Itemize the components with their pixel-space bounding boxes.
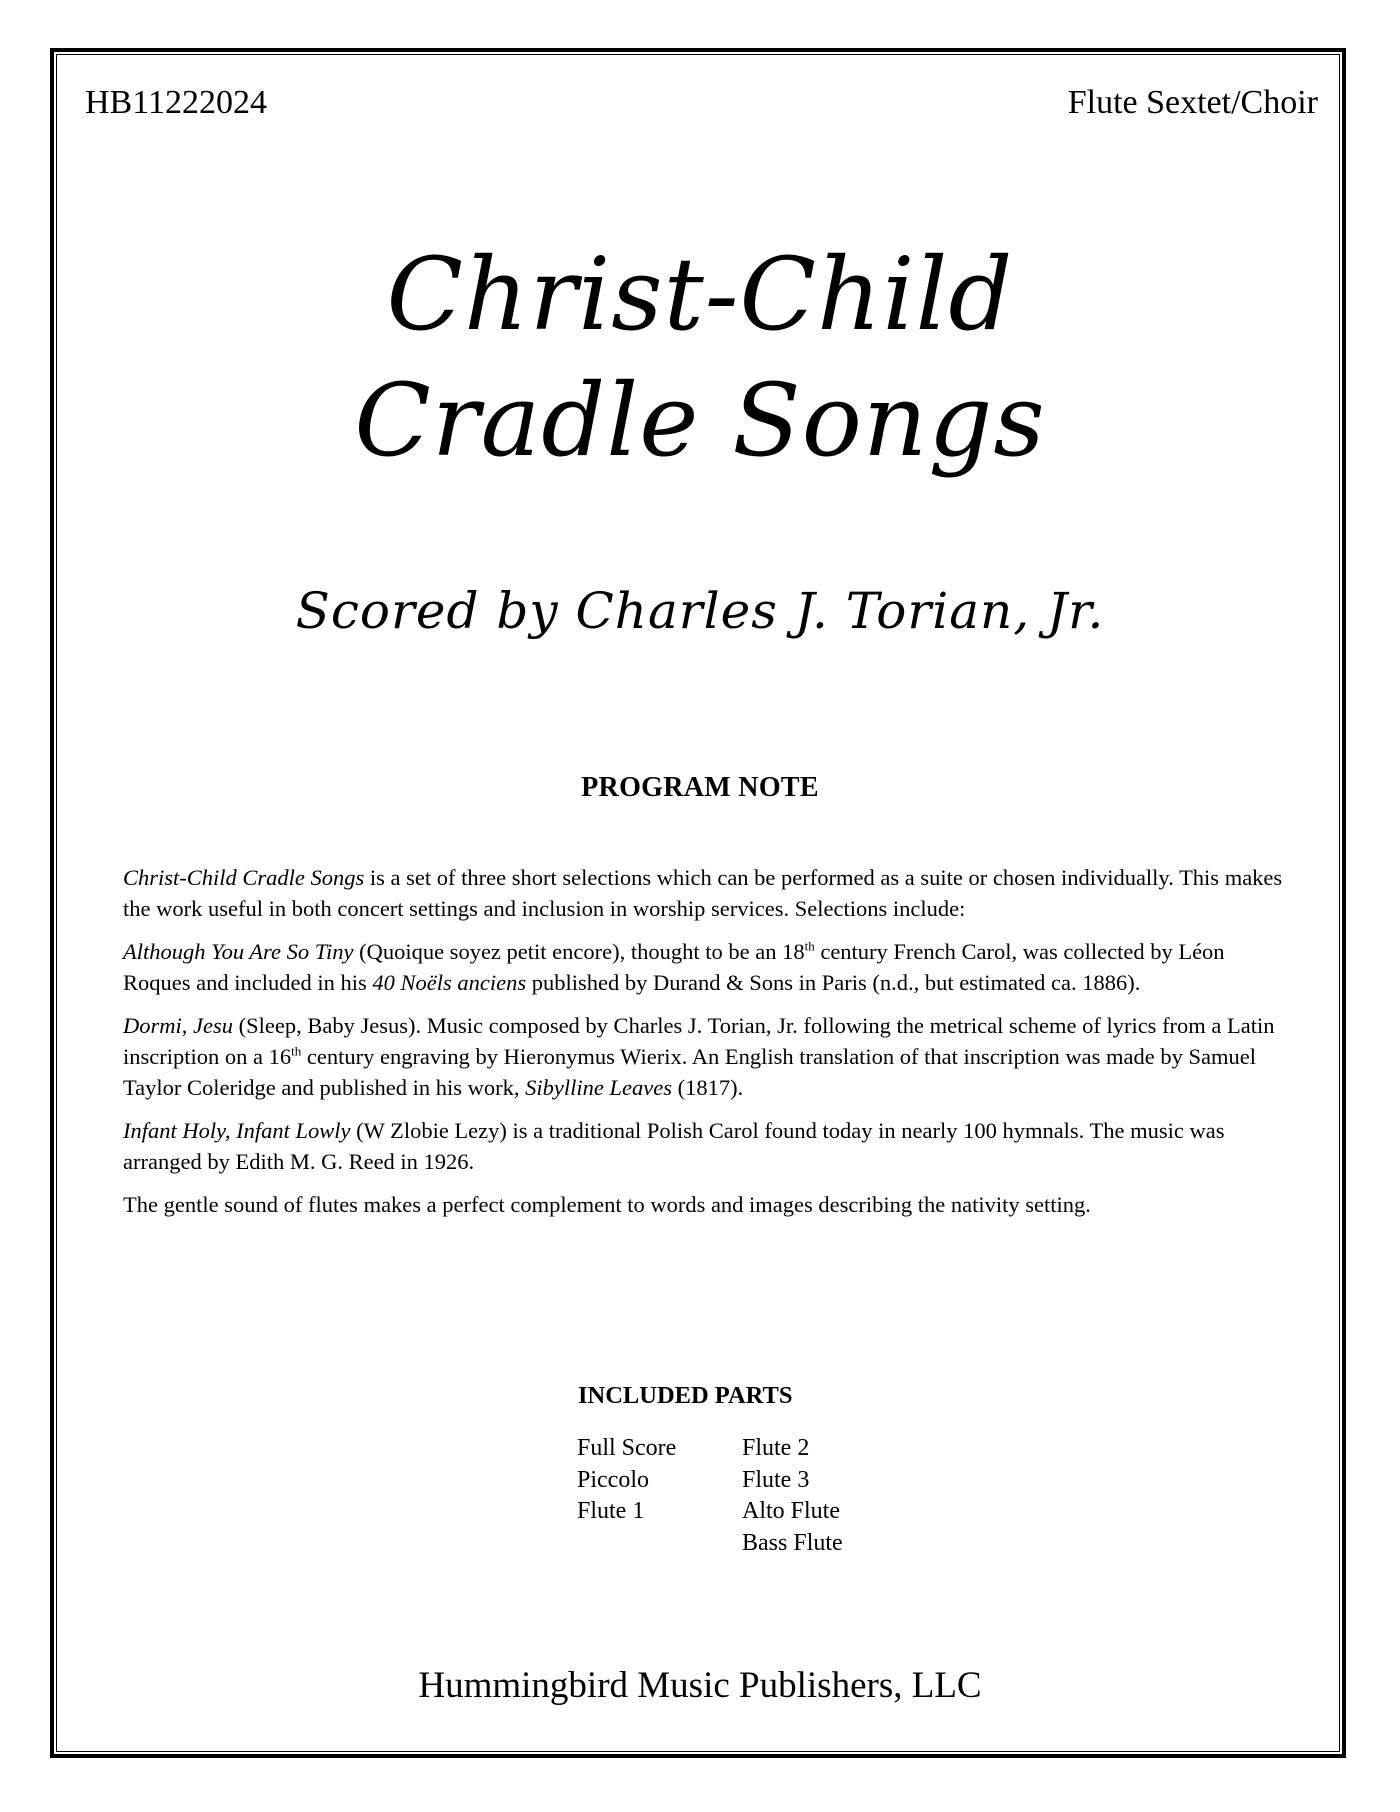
paragraph-text: (1817). [671, 1075, 744, 1100]
included-parts-heading: INCLUDED PARTS [578, 1382, 793, 1409]
catalog-code: HB11222024 [85, 84, 267, 121]
title-line-1: Christ-Child [386, 236, 1014, 353]
ordinal-suffix: th [804, 938, 815, 954]
collection-title: 40 Noëls anciens [372, 970, 527, 995]
part-item: Flute 3 [742, 1466, 810, 1493]
work-title: Dormi, Jesu [123, 1013, 233, 1038]
arranger-byline: Scored by Charles J. Torian, Jr. [295, 582, 1105, 640]
work-title: Christ-Child Cradle Songs [123, 865, 365, 890]
paragraph-text: century engraving by Hieronymus Wierix. An English translation of that inscription was made by Samuel Taylor Coleridge and published in his work, [123, 1044, 1256, 1100]
program-note-body [123, 862, 1283, 1232]
note-paragraph-4 [123, 1115, 1283, 1177]
paragraph-text: is a set of three short selections which can be performed as a suite or chosen individually. This makes the work useful in both concert settings and inclusion in worship services. Selections include: [123, 865, 1283, 921]
part-item: Flute 1 [577, 1498, 645, 1524]
paragraph-text: century French Carol, was collected by Léon Roques and included in his [123, 939, 1225, 995]
note-paragraph-5: The gentle sound of flutes makes a perfect complement to words and images describing the nativity setting. [123, 1192, 1091, 1217]
note-paragraph-3 [123, 1010, 1283, 1103]
paragraph-text: published by Durand & Sons in Paris (n.d., but estimated ca. 1886). [526, 970, 1141, 995]
part-item: Full Score [577, 1435, 677, 1461]
parts-column-right [742, 1433, 843, 1559]
part-item: Piccolo [577, 1466, 649, 1493]
ordinal-suffix: th [291, 1043, 302, 1059]
publisher-name: Hummingbird Music Publishers, LLC [418, 1665, 982, 1706]
part-item: Bass Flute [742, 1529, 843, 1556]
page-title [0, 232, 1400, 484]
program-note-heading: PROGRAM NOTE [581, 772, 819, 803]
part-item: Flute 2 [742, 1435, 810, 1461]
title-line-2: Cradle Songs [354, 362, 1046, 479]
paragraph-text: (W Zlobie Lezy) is a traditional Polish Carol found today in nearly 100 hymnals. The music was arranged by Edith M. G. Reed in 1926. [123, 1118, 1225, 1174]
collection-title: Sibylline Leaves [525, 1075, 672, 1100]
paragraph-text: (Quoique soyez petit encore), thought to be an 18 [353, 939, 805, 964]
note-paragraph-2 [123, 936, 1283, 998]
note-paragraph-1 [123, 862, 1283, 924]
ensemble-category: Flute Sextet/Choir [1067, 84, 1318, 121]
paragraph-text: (Sleep, Baby Jesus). Music composed by Charles J. Torian, Jr. following the metrical scheme of lyrics from a Latin inscription on a 16 [123, 1013, 1275, 1069]
parts-column-left [577, 1433, 676, 1528]
part-item: Alto Flute [742, 1498, 841, 1524]
work-title: Infant Holy, Infant Lowly [123, 1118, 351, 1143]
work-title: Although You Are So Tiny [123, 939, 354, 964]
